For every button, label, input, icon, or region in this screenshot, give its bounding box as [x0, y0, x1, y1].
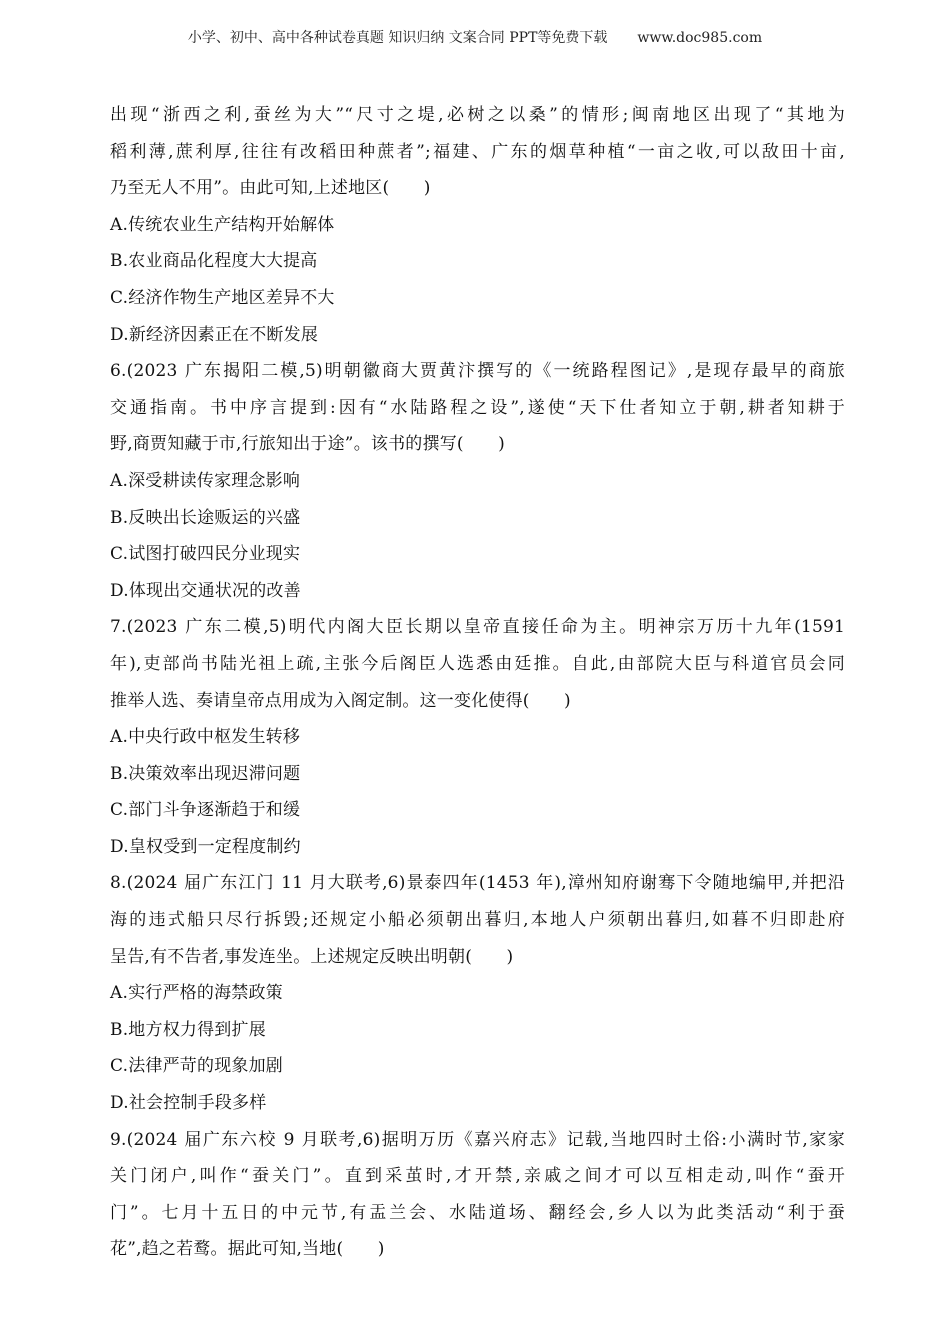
- header-url-link[interactable]: www.doc985.com: [637, 30, 763, 46]
- answer-option: D.体现出交通状况的改善: [110, 580, 301, 601]
- answer-option: A.中央行政中枢发生转移: [110, 727, 301, 748]
- answer-option: B.地方权力得到扩展: [110, 1019, 266, 1040]
- answer-option: A.实行严格的海禁政策: [110, 983, 283, 1004]
- answer-option: A.深受耕读传家理念影响: [110, 470, 301, 491]
- header-text: 小学、初中、高中各种试卷真题 知识归纳 文案合同 PPT等免费下载: [187, 30, 608, 46]
- answer-option: C.经济作物生产地区差异不大: [110, 287, 335, 308]
- text-line: 门”。七月十五日的中元节,有盂兰会、水陆道场、翻经会,乡人以为此类活动“利于蚕: [110, 1202, 845, 1223]
- question-7-stem: 7.(2023 广东二模,5)明代内阁大臣长期以皇帝直接任命为主。明神宗万历十九年(1591: [110, 617, 845, 638]
- page-header: [0, 27, 950, 47]
- question-9-stem: 9.(2024 届广东六校 9 月联考,6)据明万历《嘉兴府志》记载,当地四时土俗:小满时节,家家: [110, 1129, 845, 1150]
- question-stem-end: 花”,趋之若鹜。据此可知,当地( ): [110, 1239, 385, 1260]
- text-line: 稻利薄,蔗利厚,往往有改稻田种蔗者”;福建、广东的烟草种植“一亩之收,可以敌田十亩,: [110, 141, 845, 162]
- answer-option: A.传统农业生产结构开始解体: [110, 214, 335, 235]
- document-body: [110, 97, 845, 1268]
- text-line: 关门闭户,叫作“蚕关门”。直到采茧时,才开禁,亲戚之间才可以互相走动,叫作“蚕开: [110, 1166, 845, 1187]
- question-stem-end: 乃至无人不用”。由此可知,上述地区( ): [110, 178, 431, 199]
- question-stem-end: 推举人选、奏请皇帝点用成为入阁定制。这一变化使得( ): [110, 690, 571, 711]
- answer-option: D.皇权受到一定程度制约: [110, 836, 301, 857]
- answer-option: C.部门斗争逐渐趋于和缓: [110, 800, 301, 821]
- text-line: 交通指南。书中序言提到:因有“水陆路程之设”,遂使“天下仕者知立于朝,耕者知耕于: [110, 397, 845, 418]
- question-stem-end: 呈告,有不告者,事发连坐。上述规定反映出明朝( ): [110, 946, 514, 967]
- answer-option: C.法律严苛的现象加剧: [110, 1056, 284, 1077]
- answer-option: D.社会控制手段多样: [110, 1093, 267, 1114]
- question-stem-end: 野,商贾知藏于市,行旅知出于途”。该书的撰写( ): [110, 434, 505, 455]
- answer-option: C.试图打破四民分业现实: [110, 544, 301, 565]
- text-line: 出现“浙西之利,蚕丝为大”“尺寸之堤,必树之以桑”的情形;闽南地区出现了“其地为: [110, 105, 845, 125]
- answer-option: D.新经济因素正在不断发展: [110, 324, 319, 345]
- answer-option: B.农业商品化程度大大提高: [110, 251, 318, 272]
- question-8-stem: 8.(2024 届广东江门 11 月大联考,6)景泰四年(1453 年),漳州知府谢骞下令随地编甲,并把沿: [110, 873, 845, 894]
- text-line: 海的违式船只尽行拆毁;还规定小船必须朝出暮归,本地人户须朝出暮归,如暮不归即赴府: [110, 910, 845, 931]
- answer-option: B.反映出长途贩运的兴盛: [110, 507, 301, 528]
- text-line: 年),吏部尚书陆光祖上疏,主张今后阁臣人选悉由廷推。自此,由部院大臣与科道官员会同: [110, 653, 845, 674]
- answer-option: B.决策效率出现迟滞问题: [110, 763, 301, 784]
- question-6-stem: 6.(2023 广东揭阳二模,5)明朝徽商大贾黄汴撰写的《一统路程图记》,是现存最早的商旅: [110, 361, 845, 382]
